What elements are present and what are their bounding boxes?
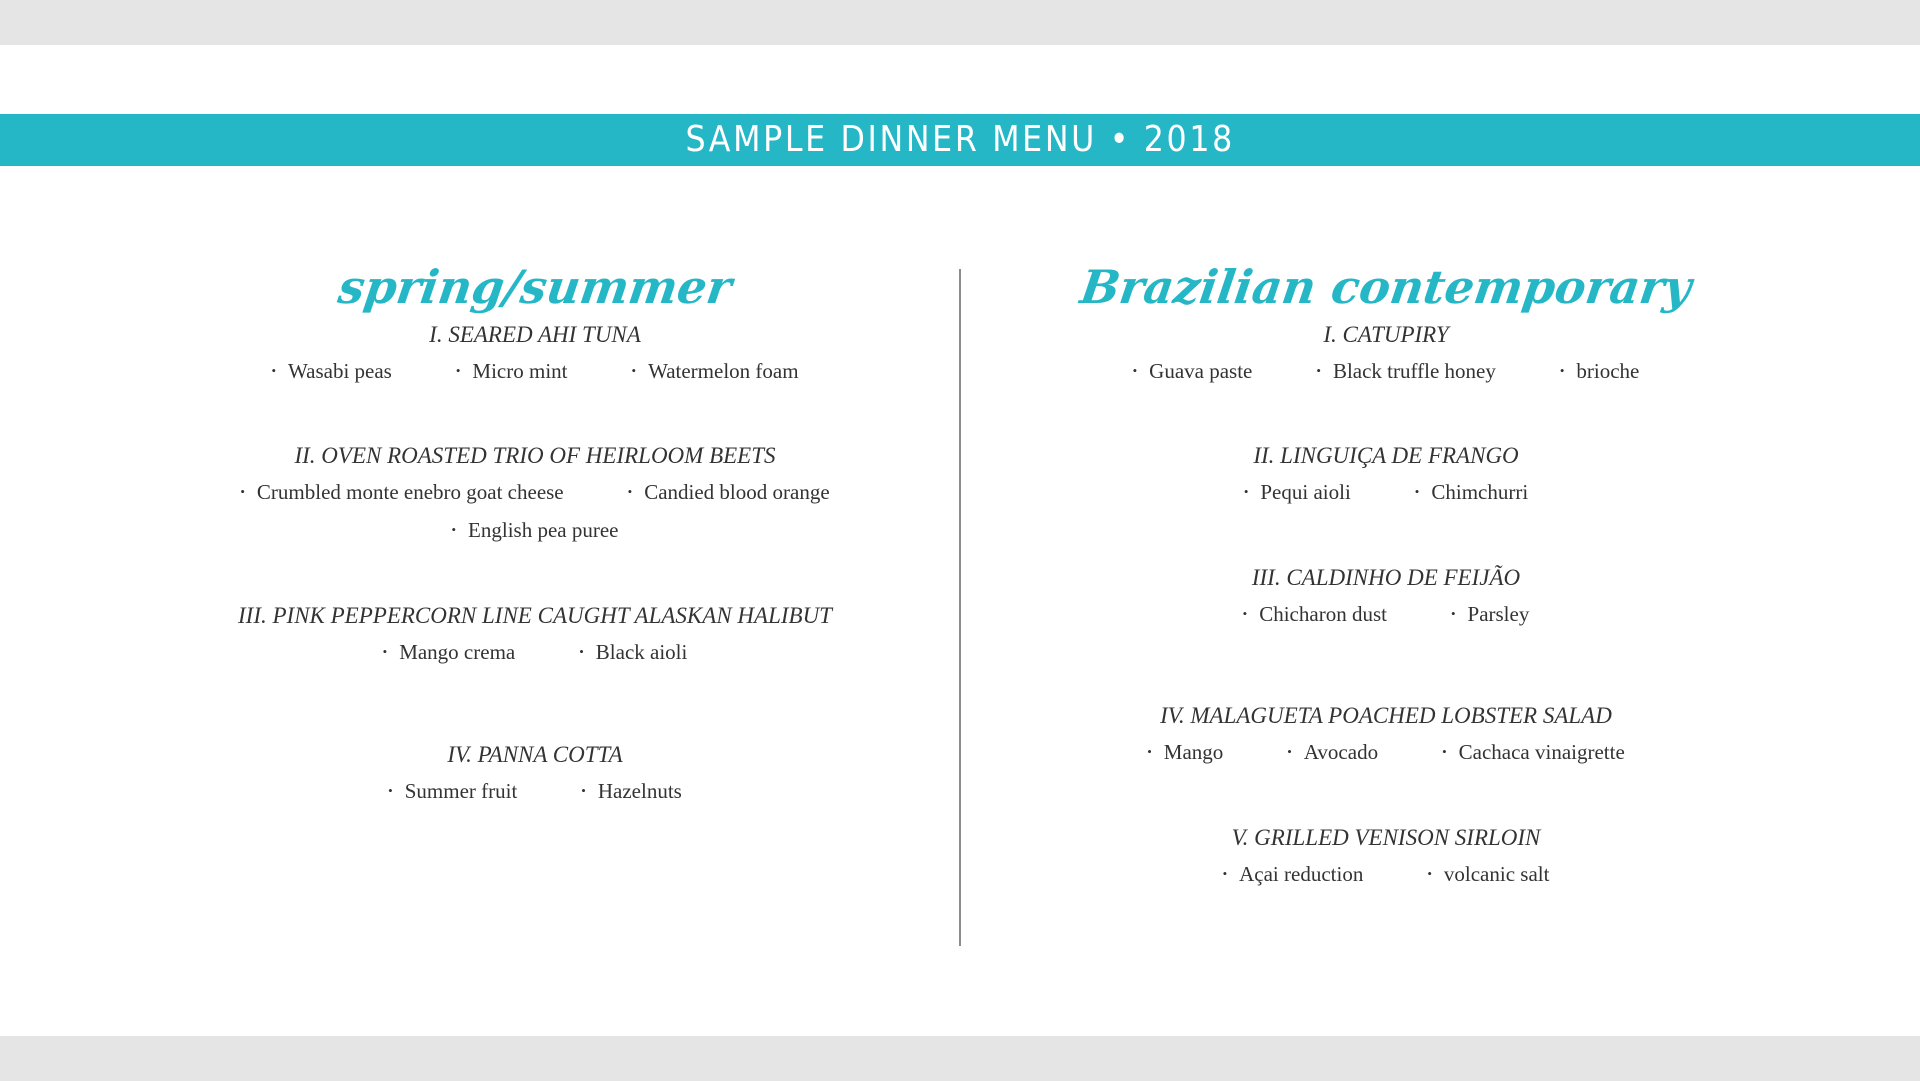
menu-item: • Guava paste (1101, 352, 1285, 390)
course (95, 599, 975, 671)
menu-title: SAMPLE DINNER MENU • 2018 (685, 119, 1235, 160)
course-title: II. OVEN ROASTED TRIO OF HEIRLOOM BEETS (294, 443, 776, 468)
menu-item: • Chimchurri (1383, 473, 1560, 511)
course-title: IV. PANNA COTTA (447, 742, 623, 767)
menu-item: • Black aioli (547, 633, 719, 671)
course (946, 821, 1826, 893)
menu-column-brazilian (946, 256, 1826, 893)
menu-item: • Hazelnuts (549, 772, 714, 810)
course (946, 439, 1826, 511)
menu-item: • Parsley (1419, 595, 1561, 633)
course (95, 738, 975, 810)
menu-item: • volcanic salt (1395, 855, 1581, 893)
section-heading: Brazilian contemporary (1077, 260, 1695, 314)
menu-item: • Black truffle honey (1284, 352, 1527, 390)
menu-item: • Crumbled monte enebro goat cheese (208, 473, 595, 511)
course (946, 699, 1826, 771)
course-items (946, 595, 1826, 633)
course-items (95, 772, 975, 810)
course-items (95, 352, 975, 390)
menu-item: • Mango (1115, 733, 1255, 771)
course-items (946, 473, 1826, 511)
course-title: I. SEARED AHI TUNA (429, 322, 641, 347)
course-items (946, 352, 1826, 390)
menu-item: • Watermelon foam (600, 352, 831, 390)
menu-item: • Pequi aioli (1212, 473, 1383, 511)
course (946, 318, 1826, 390)
menu-item: • Candied blood orange (596, 473, 862, 511)
course (946, 561, 1826, 633)
menu-item: • Chicharon dust (1211, 595, 1419, 633)
menu-item: • Summer fruit (356, 772, 549, 810)
course-title: III. CALDINHO DE FEIJÃO (1251, 565, 1521, 590)
menu-item: • Mango crema (351, 633, 548, 671)
course-title: II. LINGUIÇA DE FRANGO (1253, 443, 1519, 468)
course-title: IV. MALAGUETA POACHED LOBSTER SALAD (1160, 703, 1612, 728)
menu-item: • Açai reduction (1191, 855, 1396, 893)
section-heading: spring/summer (335, 260, 735, 314)
course-items (946, 855, 1826, 893)
course (95, 318, 975, 390)
menu-item: • Avocado (1255, 733, 1410, 771)
menu-item: • Wasabi peas (239, 352, 423, 390)
menu-item: • Cachaca vinaigrette (1410, 733, 1657, 771)
course-items (95, 473, 975, 511)
course-title: III. PINK PEPPERCORN LINE CAUGHT ALASKAN HALIBUT (238, 603, 832, 628)
menu-item: • Micro mint (424, 352, 600, 390)
menu-page (0, 45, 1920, 1036)
course-items (95, 511, 975, 549)
course (95, 439, 975, 549)
course-items (95, 633, 975, 671)
course-items (946, 733, 1826, 771)
menu-item: • brioche (1528, 352, 1672, 390)
menu-column-spring-summer (95, 256, 975, 810)
menu-item: • English pea puree (419, 511, 650, 549)
course-title: I. CATUPIRY (1323, 322, 1449, 347)
course-title: V. GRILLED VENISON SIRLOIN (1231, 825, 1541, 850)
title-banner (0, 114, 1920, 166)
